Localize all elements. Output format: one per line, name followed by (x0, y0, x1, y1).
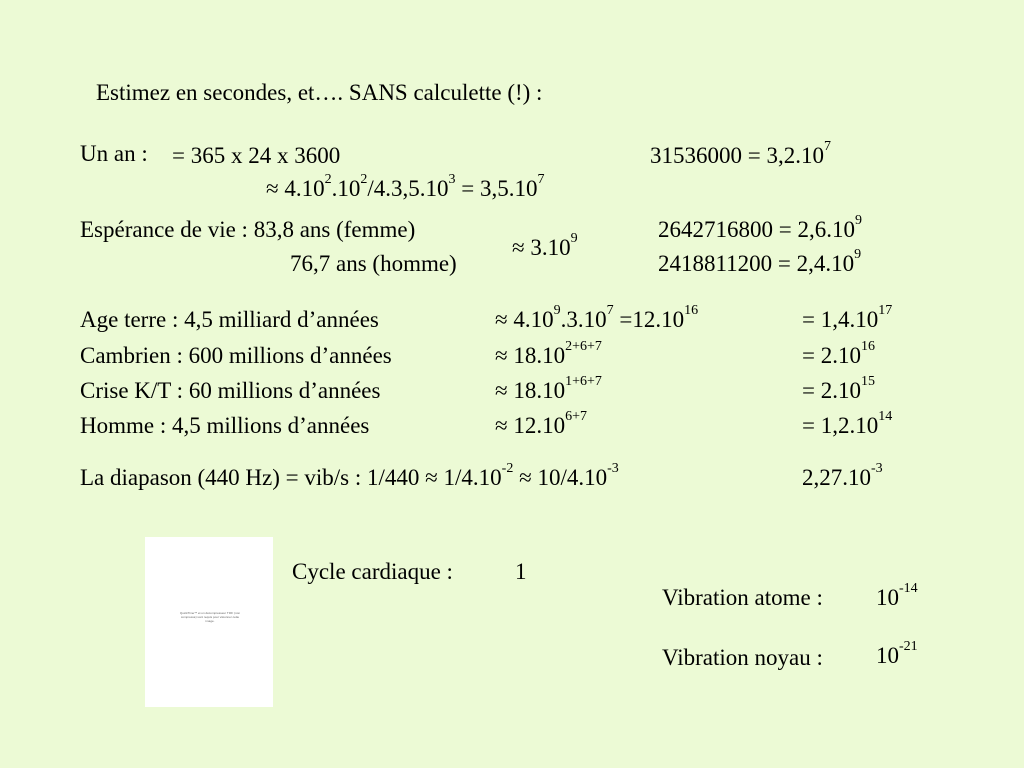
age-human-label: Homme : 4,5 millions d’années (80, 413, 370, 438)
life-female-result: $2642716800 = 2,6.10^9$ (658, 213, 862, 242)
life-male-label: 76,7 ans (homme) (290, 251, 457, 276)
age-kt-result: = $2.10^{15}$ (802, 374, 875, 403)
cardiac-value: 1 (515, 559, 527, 584)
age-earth-label: Age terre : 4,5 milliard d’années (80, 307, 379, 332)
age-kt-approx: ≈ $18.10^{1+6+7}$ (495, 374, 602, 403)
cardiac-label: Cycle cardiaque : (292, 559, 453, 584)
age-kt-label: Crise K/T : 60 millions d’années (80, 378, 381, 403)
year-approx: ≈ $4.10^2.10^2/4.3,5.10^3 = 3,5.10^7$ (266, 172, 545, 201)
nucleus-value: $10^{-21}$ (876, 639, 918, 668)
year-label: Un an : (80, 141, 148, 166)
atom-label: Vibration atome : (662, 585, 823, 610)
life-male-result: $2418811200 = 2,4.10^9$ (658, 247, 862, 276)
year-formula: = 365 x 24 x 3600 (172, 143, 341, 168)
page-title: Estimez en secondes, et…. SANS calculette (!) : (96, 80, 543, 105)
age-human-approx: ≈ $12.10^{6+7}$ (495, 409, 588, 438)
nucleus-label: Vibration noyau : (662, 645, 823, 670)
age-cambrian-label: Cambrien : 600 millions d’années (80, 343, 392, 368)
life-approx: ≈ $3.10^9$ (512, 231, 578, 260)
age-cambrian-approx: ≈ $18.10^{2+6+7}$ (495, 339, 602, 368)
diapason-result: $2,27.10^{-3}$ (802, 461, 883, 490)
age-human-result: = $1,2.10^{14}$ (802, 409, 893, 438)
year-result: $31536000 = 3,2.10^7$ (650, 139, 831, 168)
age-earth-result: = $1,4.10^{17}$ (802, 303, 893, 332)
embedded-image-placeholder (145, 537, 273, 707)
age-earth-approx: ≈ $4.10^9.3.10^7 =12.10^{16}$ (495, 303, 699, 332)
age-cambrian-result: = $2.10^{16}$ (802, 339, 875, 368)
atom-value: $10^{-14}$ (876, 581, 918, 610)
life-female-label: Espérance de vie : 83,8 ans (femme) (80, 217, 416, 242)
diapason-line: La diapason (440 Hz) = vib/s : $1/440 \approx 1/4.10^{-2} \approx 10/4.10^{-3}$ (80, 461, 619, 490)
image-placeholder-text: QuickTime™ et un décompresseur TIFF (non compressé) sont requis pour visionner cette image. (179, 611, 241, 623)
